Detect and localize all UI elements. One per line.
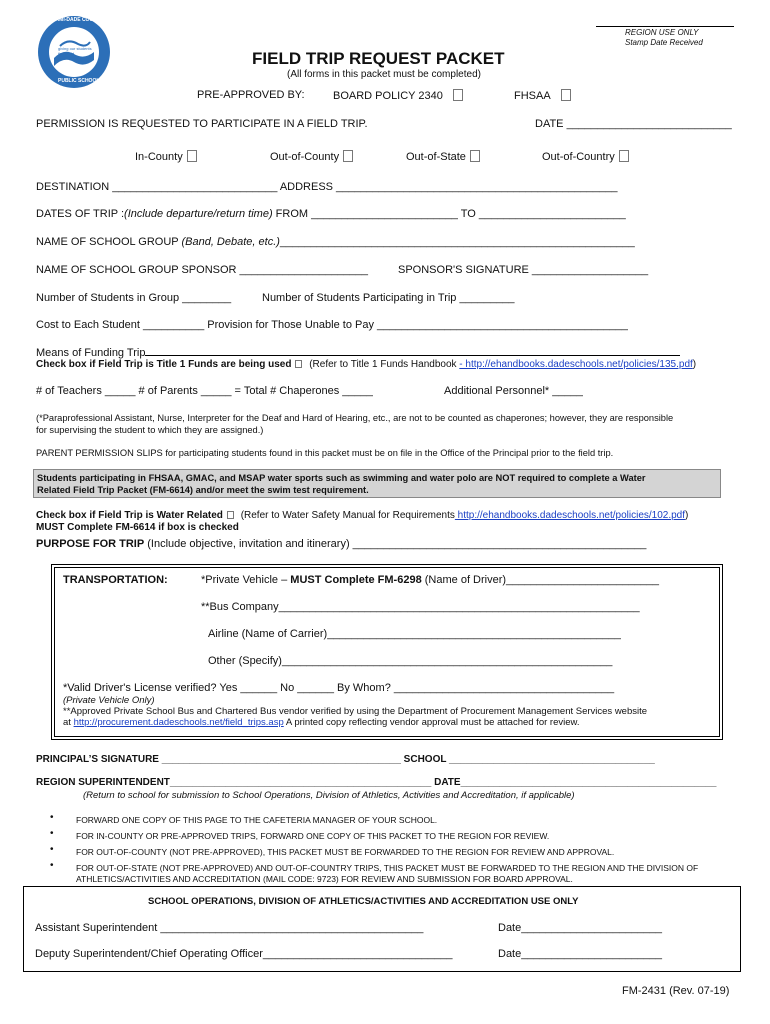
- assistant-date-field[interactable]: Date_______________________: [498, 922, 662, 934]
- funding-label: Means of Funding Trip: [36, 347, 146, 359]
- deputy-superintendent-field[interactable]: Deputy Superintendent/Chief Operating Officer_______________________________: [35, 948, 453, 960]
- sponsor-signature-field[interactable]: SPONSOR'S SIGNATURE ___________________: [398, 264, 649, 276]
- water-notice-line2: Related Field Trip Packet (FM-6614) and/or meet the swim test requirement.: [37, 485, 369, 495]
- bullet-dot: •: [50, 860, 54, 871]
- board-policy-option: [333, 89, 463, 102]
- out-of-county-checkbox[interactable]: [343, 150, 353, 162]
- approved-bus-note: **Approved Private School Bus and Chartered Bus vendor verified by using the Department of Procurement Management Services website: [63, 706, 648, 717]
- office-use-title: SCHOOL OPERATIONS, DIVISION OF ATHLETICS/ACTIVITIES AND ACCREDITATION USE ONLY: [148, 896, 579, 907]
- purpose-field[interactable]: [36, 538, 646, 550]
- district-logo: [36, 14, 112, 90]
- dates-label: DATES OF TRIP :: [36, 208, 125, 220]
- out-of-county-label: Out-of-County: [270, 151, 340, 163]
- bullet-item-continued: ATHLETICS/ACTIVITIES AND ACCREDITATION (MAIL CODE: 9723) FOR REVIEW AND SUBMISSION FOR BOARD APPROVAL.: [76, 874, 573, 884]
- water-ref: (Refer to Water Safety Manual for Requirements: [240, 510, 455, 521]
- purpose-label: PURPOSE FOR TRIP: [36, 538, 145, 550]
- out-of-country-option: [542, 150, 629, 163]
- permission-text: PERMISSION IS REQUESTED TO PARTICIPATE IN A FIELD TRIP.: [36, 118, 368, 130]
- group-hint: (Band, Debate, etc.): [181, 236, 280, 248]
- out-of-state-label: Out-of-State: [406, 151, 466, 163]
- dates-from-to: FROM ________________________ TO ________________________: [272, 208, 626, 220]
- procurement-link[interactable]: http://procurement.dadeschools.net/field_trips.asp: [73, 717, 284, 728]
- logo-tagline: giving our students the world: [58, 46, 92, 56]
- airline-field[interactable]: Airline (Name of Carrier)________________________________________________: [208, 628, 621, 640]
- water-related-row: [36, 510, 688, 521]
- region-superintendent-field[interactable]: [36, 777, 716, 788]
- group-line: __________________________________________________________: [279, 236, 635, 248]
- return-note: (Return to school for submission to School Operations, Division of Athletics, Activities and Accreditation, if applicable): [83, 790, 575, 801]
- region-date-line: ______________________________________________: [460, 777, 717, 788]
- deputy-date-field[interactable]: Date_______________________: [498, 948, 662, 960]
- region-label: REGION SUPERINTENDENT: [36, 777, 170, 788]
- group-label: NAME OF SCHOOL GROUP: [36, 236, 182, 248]
- stamp-label: Stamp Date Received: [625, 38, 703, 47]
- principal-signature-field[interactable]: [36, 754, 655, 765]
- water-link[interactable]: http://ehandbooks.dadeschools.net/policies/102.pdf: [454, 510, 686, 521]
- region-date-label: DATE: [434, 777, 461, 788]
- purpose-hint: (Include objective, invitation and itinerary) ________________________________________________: [144, 538, 647, 550]
- bullet-item: FOR OUT-OF-STATE (NOT PRE-APPROVED) AND OUT-OF-COUNTRY TRIPS, THIS PACKET MUST BE FORWARDED TO THE REGION AND THE DIVISION OF: [76, 863, 699, 873]
- water-ref-end: ): [685, 510, 689, 521]
- fhsaa-checkbox[interactable]: [561, 89, 571, 101]
- title1-checkbox[interactable]: [295, 360, 302, 368]
- cost-provision-field[interactable]: Cost to Each Student __________ Provision for Those Unable to Pay _________________________________________: [36, 319, 628, 331]
- region-use-line: [596, 26, 734, 27]
- additional-personnel-field[interactable]: Additional Personnel* _____: [444, 385, 583, 397]
- school-group-field[interactable]: [36, 236, 635, 248]
- bullet-item: FOR IN-COUNTY OR PRE-APPROVED TRIPS, FORWARD ONE COPY OF THIS PACKET TO THE REGION FOR REVIEW.: [76, 831, 550, 841]
- private-vehicle-field[interactable]: [201, 574, 659, 586]
- chaperone-note-line2: for supervising the student to which they are assigned.): [36, 425, 264, 435]
- board-policy-label: BOARD POLICY 2340: [333, 90, 443, 102]
- water-sports-notice: [33, 469, 721, 498]
- permission-date-field[interactable]: DATE ___________________________: [535, 118, 732, 130]
- transportation-label: TRANSPORTATION:: [63, 574, 168, 586]
- out-of-state-option: [406, 150, 480, 163]
- form-number: FM-2431 (Rev. 07-19): [622, 985, 730, 997]
- procurement-note: A printed copy reflecting vendor approval must be attached for review.: [283, 717, 580, 728]
- permission-slips-note: PARENT PERMISSION SLIPS for participating students found in this packet must be on file in the Office of the Principal prior to the field trip.: [36, 448, 614, 458]
- students-participating-field[interactable]: Number of Students Participating in Trip _________: [262, 292, 515, 304]
- assistant-superintendent-field[interactable]: Assistant Superintendent ___________________________________________: [35, 922, 424, 934]
- destination-address-field[interactable]: DESTINATION ___________________________ ADDRESS ______________________________________________: [36, 181, 618, 193]
- in-county-label: In-County: [135, 151, 183, 163]
- funding-line: [145, 346, 680, 356]
- bullet-dot: •: [50, 812, 54, 823]
- in-county-checkbox[interactable]: [187, 150, 197, 162]
- water-check-label: Check box if Field Trip is Water Related: [36, 510, 223, 521]
- other-transport-field[interactable]: Other (Specify)______________________________________________________: [208, 655, 613, 667]
- title1-ref: (Refer to Title 1 Funds Handbook: [309, 359, 460, 370]
- chaperones-field[interactable]: # of Teachers _____ # of Parents _____ = Total # Chaperones _____: [36, 385, 373, 397]
- bus-company-field[interactable]: **Bus Company___________________________________________________________: [201, 601, 640, 613]
- out-of-state-checkbox[interactable]: [470, 150, 480, 162]
- private-vehicle-note: (Private Vehicle Only): [63, 695, 155, 706]
- license-verified-field[interactable]: *Valid Driver's License verified? Yes ______ No ______ By Whom? ____________________________________: [63, 682, 615, 694]
- private-must: MUST Complete FM-6298: [290, 574, 422, 586]
- at-label: at: [63, 717, 74, 728]
- title1-label: Check box if Field Trip is Title 1 Funds are being used: [36, 359, 292, 370]
- bullet-dot: •: [50, 844, 54, 855]
- dates-hint: (Include departure/return time): [124, 208, 273, 220]
- title1-row: [36, 359, 696, 370]
- bullet-item: FOR OUT-OF-COUNTY (NOT PRE-APPROVED), THIS PACKET MUST BE FORWARDED TO THE REGION FOR REVIEW AND APPROVAL.: [76, 847, 615, 857]
- dates-of-trip-field[interactable]: [36, 208, 626, 220]
- region-use-label: REGION USE ONLY: [625, 28, 699, 37]
- out-of-country-label: Out-of-Country: [542, 151, 615, 163]
- region-line: _______________________________________________: [169, 777, 432, 788]
- students-in-group-field[interactable]: Number of Students in Group ________: [36, 292, 232, 304]
- logo-bottom-text: PUBLIC SCHOOLS: [58, 78, 103, 84]
- preapproved-label: PRE-APPROVED BY:: [197, 89, 305, 101]
- out-of-country-checkbox[interactable]: [619, 150, 629, 162]
- title1-link[interactable]: - http://ehandbooks.dadeschools.net/policies/135.pdf: [459, 359, 693, 370]
- in-county-option: [135, 150, 197, 163]
- out-of-county-option: [270, 150, 353, 163]
- logo-top-text: MIAMI-DADE COUNTY: [50, 17, 104, 23]
- water-related-checkbox[interactable]: [227, 511, 234, 519]
- bullet-item: FORWARD ONE COPY OF THIS PAGE TO THE CAFETERIA MANAGER OF YOUR SCHOOL.: [76, 815, 438, 825]
- must-complete-note: MUST Complete FM-6614 if box is checked: [36, 522, 239, 533]
- private-driver: (Name of Driver)_________________________: [421, 574, 659, 586]
- chaperone-note-line1: (*Paraprofessional Assistant, Nurse, Interpreter for the Deaf and Hard of Hearing, etc., are not to be counted as chaperones; however, they are responsible: [36, 413, 674, 423]
- fhsaa-label: FHSAA: [514, 90, 551, 102]
- board-policy-checkbox[interactable]: [453, 89, 463, 101]
- procurement-row: [63, 717, 579, 728]
- page-subtitle: (All forms in this packet must be completed): [287, 69, 481, 80]
- principal-text: PRINCIPAL’S SIGNATURE ___________________________________________ SCHOOL _____________________________________: [36, 754, 655, 765]
- private-pre: *Private Vehicle –: [201, 574, 291, 586]
- bullet-dot: •: [50, 828, 54, 839]
- title1-ref-end: ): [692, 359, 697, 370]
- fhsaa-option: [514, 89, 571, 102]
- water-notice-line1: Students participating in FHSAA, GMAC, and MSAP water sports such as swimming and water polo are NOT required to complete a Water: [37, 473, 646, 483]
- page-title: FIELD TRIP REQUEST PACKET: [252, 49, 505, 68]
- funding-field[interactable]: [36, 346, 680, 359]
- group-sponsor-field[interactable]: NAME OF SCHOOL GROUP SPONSOR _____________________: [36, 264, 369, 276]
